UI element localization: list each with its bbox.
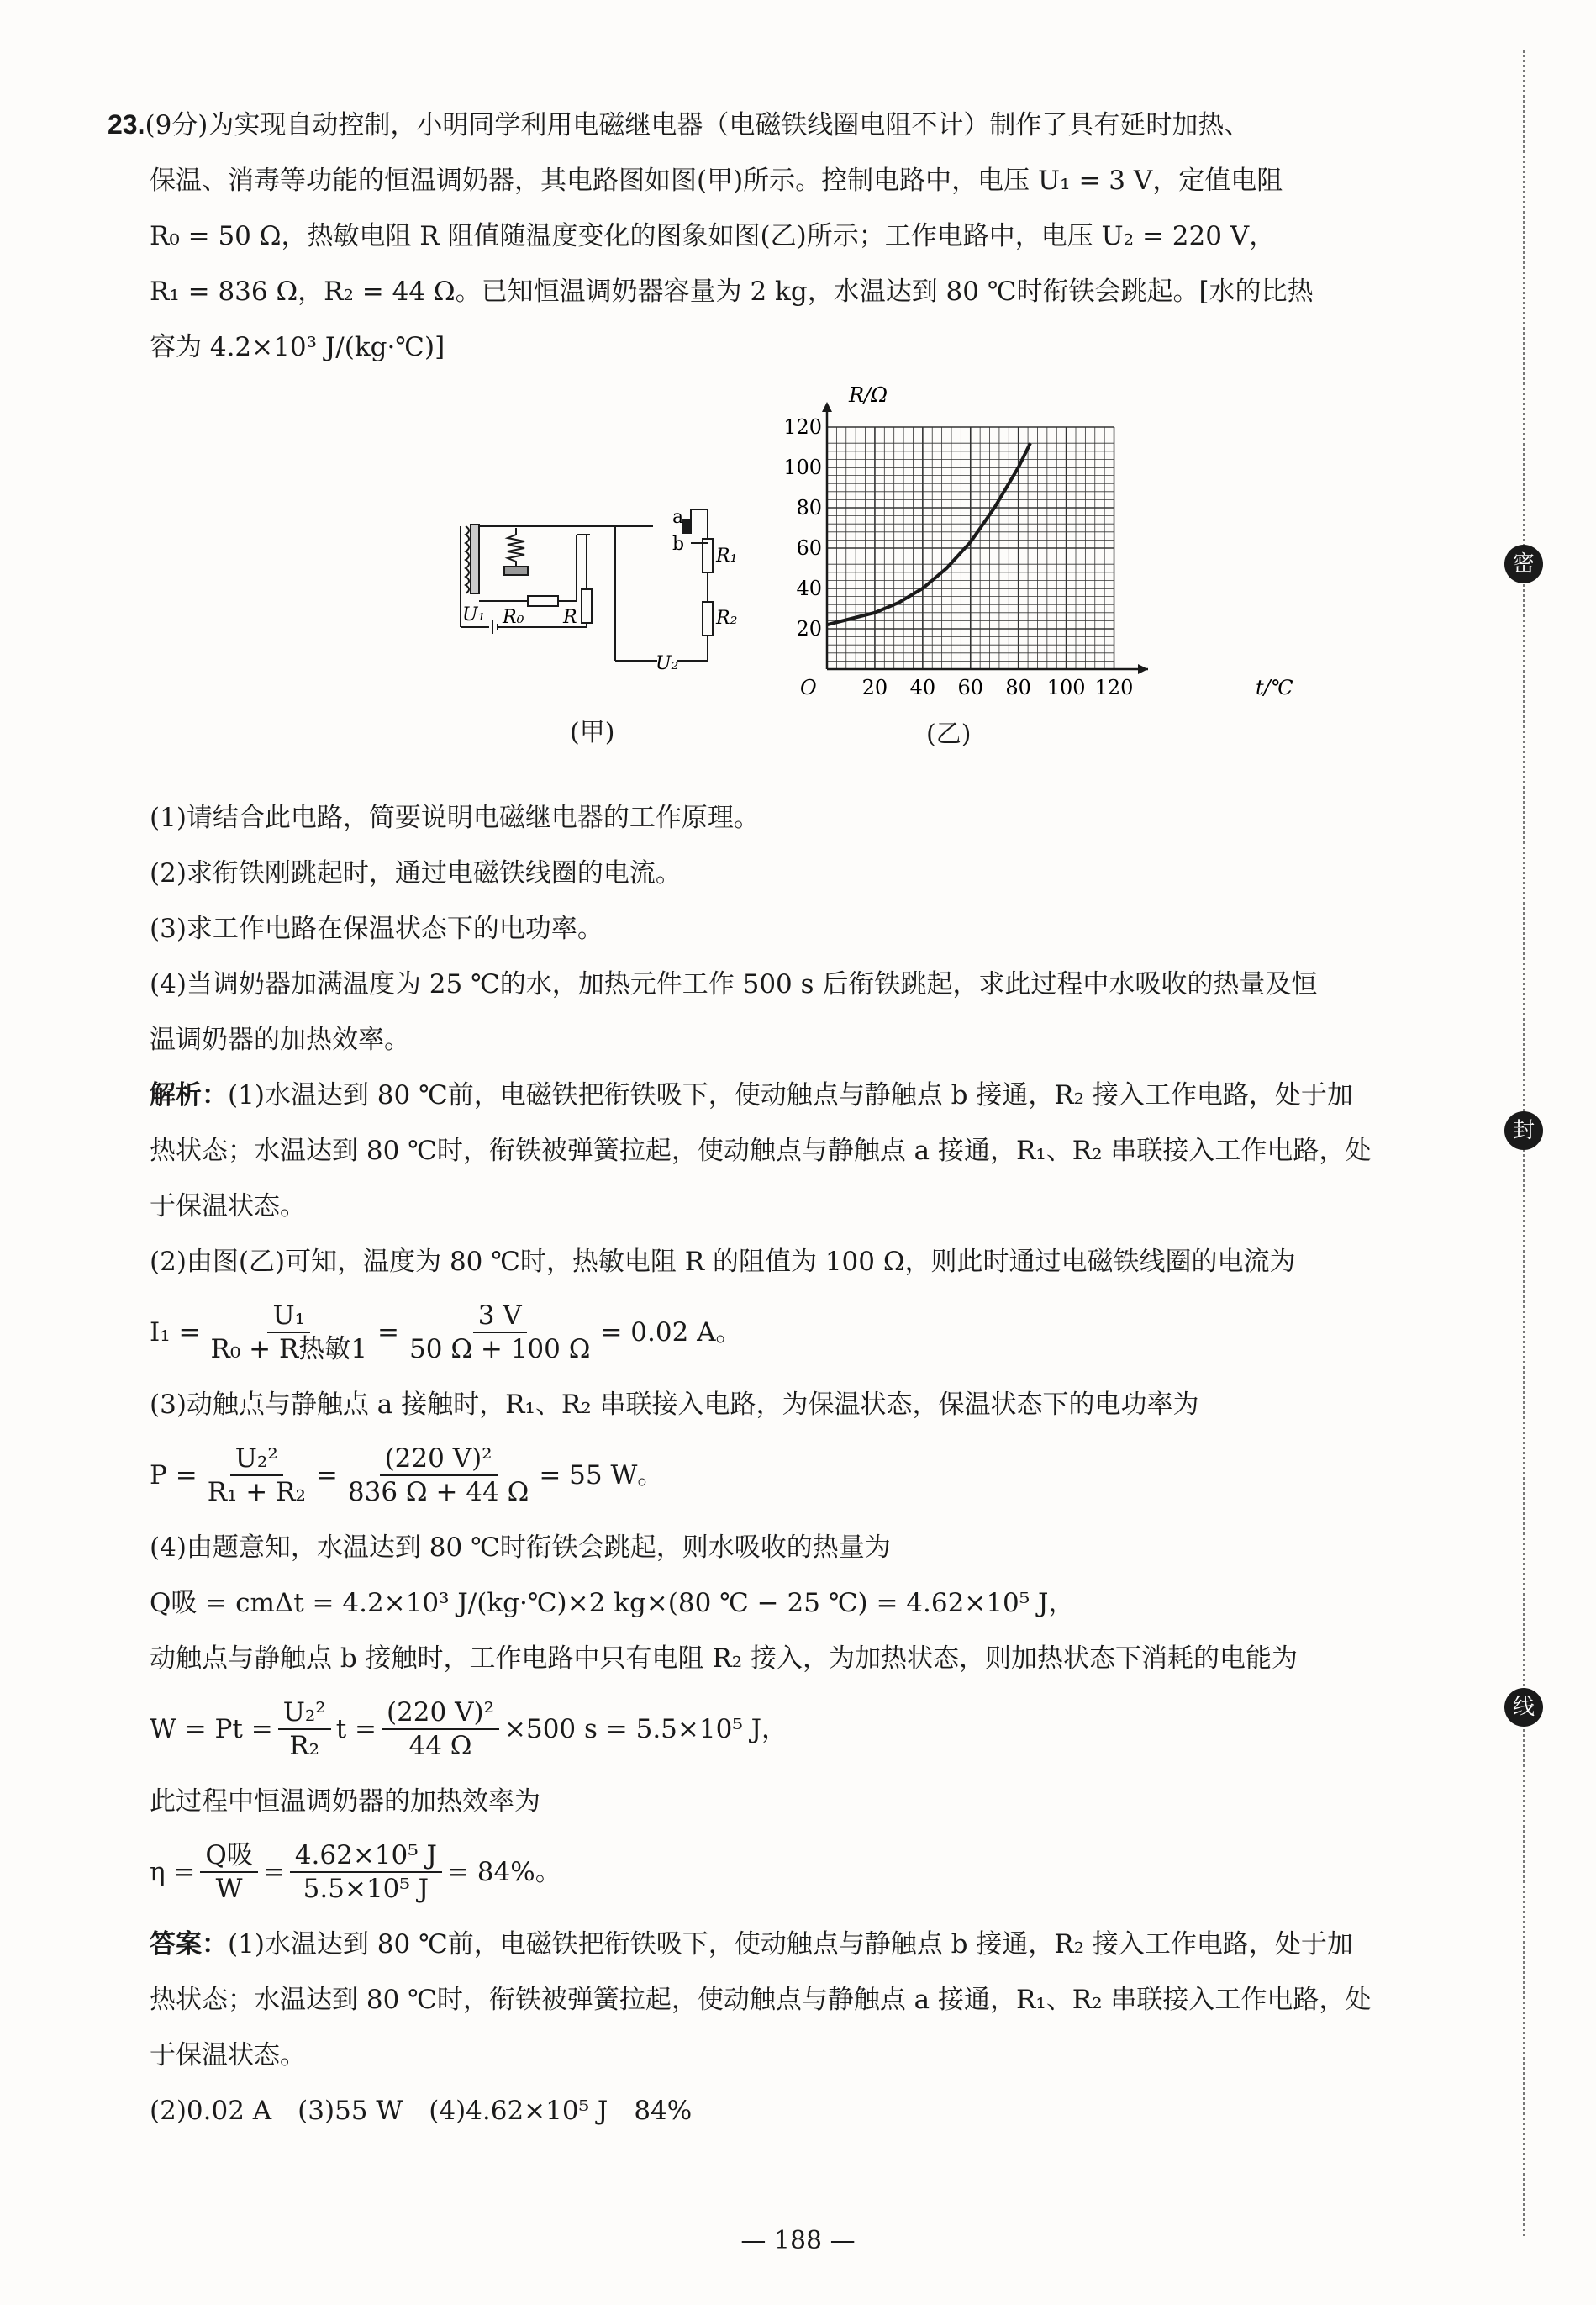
answer-label: 答案： [150,1929,228,1960]
label-r0: R₀ [503,607,524,628]
x-tick-label: 20 [861,676,888,699]
analysis-p5: 动触点与静触点 b 接触时，工作电路中只有电阻 R₂ 接入，为加热状态，则加热状态下消耗的电能为 [150,1643,1298,1674]
chart-caption: (乙) [926,720,972,749]
analysis-line-3: 于保温状态。 [150,1191,306,1221]
resistor-r [582,589,592,623]
analysis-p6: 此过程中恒温调奶器的加热效率为 [150,1786,540,1817]
resistor-r0 [528,596,558,606]
figures-area [150,383,1451,778]
x-tick-label: 100 [1046,676,1086,699]
y-tick-label: 40 [796,577,822,600]
analysis-p2: (2)由图(乙)可知，温度为 80 ℃时，热敏电阻 R 的阻值为 100 Ω，则此时通过电磁铁线圈的电流为 [150,1247,1296,1277]
x-tick-label: 120 [1094,676,1134,699]
spring-icon [508,528,524,568]
subquestion-1: (1)请结合此电路，简要说明电磁继电器的工作原理。 [150,803,760,833]
analysis-label: 解析： [150,1080,228,1110]
analysis-line-1: 解析：(1)水温达到 80 ℃前，电磁铁把衔铁吸下，使动触点与静触点 b 接通，R₂ 接入工作电路，处于加 [150,1080,1353,1110]
label-u1: U₁ [462,604,486,625]
resistor-r2 [703,602,713,636]
subquestion-3: (3)求工作电路在保温状态下的电功率。 [150,914,603,944]
subquestion-4: (4)当调奶器加满温度为 25 ℃的水，加热元件工作 500 s 后衔铁跳起，求此过程中水吸收的热量及恒 [150,969,1318,1000]
question-line-5: 容为 4.2×10³ J/(kg·℃)] [150,332,445,362]
chart-ylabel: R/Ω [849,383,888,407]
y-tick-label: 120 [783,415,822,439]
question-line-1: 23.(9分)为实现自动控制，小明同学利用电磁继电器（电磁铁线圈电阻不计）制作了具有延时加热、 [108,109,1251,140]
analysis-p3: (3)动触点与静触点 a 接触时，R₁、R₂ 串联接入电路，为保温状态，保温状态下的电功率为 [150,1390,1199,1420]
subquestion-4-cont: 温调奶器的加热效率。 [150,1025,410,1055]
y-tick-label: 60 [796,536,822,560]
chart-axes [822,402,1148,674]
margin-seal-mi: 密 [1504,545,1543,583]
chart-grid [827,427,1114,669]
formula-energy: W = Pt = $\frac{\text{U₂²}}{\text{R₂}}$ t = $\frac{\text{(220 V)²}}{44 \Omega}$ ×500 s = 5.5×10⁵ J， [150,1697,788,1761]
question-number: 23. [108,109,145,140]
question-line-4: R₁ = 836 Ω，R₂ = 44 Ω。已知恒温调奶器容量为 2 kg，水温达到 80 ℃时衔铁会跳起。[水的比热 [150,277,1314,307]
label-a: a [672,509,684,528]
x-tick-label: 40 [909,676,936,699]
question-line-2: 保温、消毒等功能的恒温调奶器，其电路图如图(甲)所示。控制电路中，电压 U₁ = 3 V，定值电阻 [150,166,1283,196]
label-r: R [563,607,577,628]
analysis-p4: (4)由题意知，水温达到 80 ℃时衔铁会跳起，则水吸收的热量为 [150,1532,891,1563]
answer-line-1: 答案：(1)水温达到 80 ℃前，电磁铁把衔铁吸下，使动触点与静触点 b 接通，R₂ 接入工作电路，处于加 [150,1929,1353,1960]
x-axis-arrow-icon [1138,664,1148,674]
formula-power: P = $\frac{\text{U₂²}}{\text{R₁ + R₂}}$ = $\frac{\text{(220 V)²}}{836 \Omega + 44 \Omega}$ = 55 W。 [150,1443,664,1507]
document-body [108,97,1451,2139]
chart-curve [827,443,1030,625]
figure-jia-caption: (甲) [570,718,615,747]
subquestion-2: (2)求衔铁刚跳起时，通过电磁铁线圈的电流。 [150,858,682,889]
y-tick-label: 80 [796,496,822,520]
y-tick-label: 20 [796,617,822,641]
formula-efficiency: η = $\frac{\text{Q吸}}{W}$ = $\frac{\text{4.62×10⁵ J}}{\text{5.5×10⁵ J}}$ = 84%。 [150,1840,561,1904]
y-axis-arrow-icon [822,402,832,412]
resistance-temperature-chart [772,383,1326,736]
margin-seal-feng: 封 [1504,1111,1543,1150]
margin-seal-xian: 线 [1504,1688,1543,1727]
x-tick-label: 80 [1005,676,1031,699]
answer-line-4: (2)0.02 A (3)55 W (4)4.62×10⁵ J 84% [150,2096,693,2126]
label-b: b [672,534,685,555]
answer-line-2: 热状态；水温达到 80 ℃时，衔铁被弹簧拉起，使动触点与静触点 a 接通，R₁、R₂ 串联接入工作电路，处 [150,1985,1372,2015]
formula-heat: Q吸 = cmΔt = 4.2×10³ J/(kg·℃)×2 kg×(80 ℃ − 25 ℃) = 4.62×10⁵ J， [150,1588,1075,1618]
question-line-3: R₀ = 50 Ω，热敏电阻 R 阻值随温度变化的图象如图(乙)所示；工作电路中，电压 U₂ = 220 V， [150,221,1276,251]
analysis-line-2: 热状态；水温达到 80 ℃时，衔铁被弹簧拉起，使动触点与静触点 a 接通，R₁、R₂ 串联接入工作电路，处 [150,1136,1372,1166]
y-tick-label: 100 [783,456,822,479]
chart-xlabel: t/℃ [1256,676,1293,699]
label-r1: R₁ [716,546,738,567]
chart-origin: O [800,676,817,699]
formula-current: I₁ = $\frac{\text{U₁}}{\text{R₀ + R热敏1}}$ = $\frac{3 V}{50 \Omega + 100 \Omega}$ = 0.02 A。 [150,1300,742,1364]
page-number: — 188 — [740,2226,856,2255]
x-tick-label: 60 [957,676,984,699]
label-u2: U₂ [656,653,679,674]
answer-line-3: 于保温状态。 [150,2040,306,2070]
coil-icon [466,526,469,593]
label-r2: R₂ [716,608,738,629]
circuit-diagram [456,509,741,703]
